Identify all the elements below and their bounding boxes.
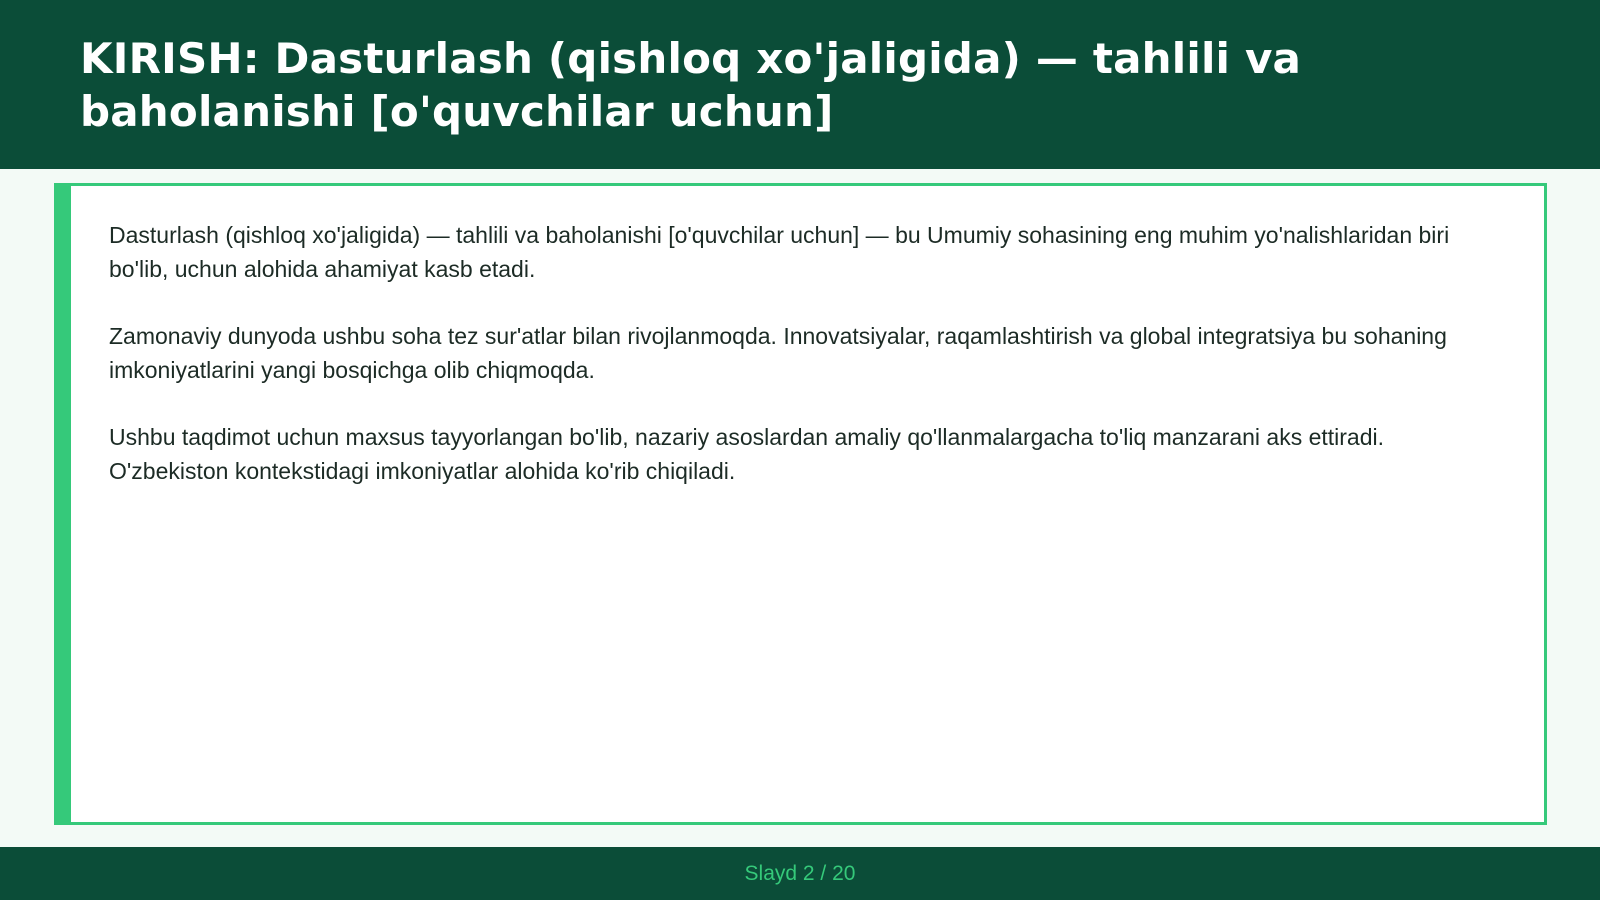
- paragraph-intro: Dasturlash (qishloq xo'jaligida) — tahlili va baholanishi [o'quvchilar uchun] — bu Umumiy sohasining eng muhim yo'nalishlaridan biri bo'lib, uchun alohida ahamiyat kasb etadi.: [109, 222, 1450, 282]
- slide-header: [0, 0, 1600, 169]
- slide-footer: [0, 847, 1600, 900]
- slide-counter: Slayd 2 / 20: [744, 861, 856, 885]
- paragraph-presentation: Ushbu taqdimot uchun maxsus tayyorlangan bo'lib, nazariy asoslardan amaliy qo'llanmalargacha to'liq manzarani aks ettiradi. O'zbekiston kontekstidagi imkoniyatlar alohida ko'rib chiqiladi.: [109, 424, 1385, 484]
- paragraph-modern-world: Zamonaviy dunyoda ushbu soha tez sur'atlar bilan rivojlanmoqda. Innovatsiyalar, raqamlashtirish va global integratsiya bu sohaning imkoniyatlarini yangi bosqichga olib chiqmoqda.: [109, 323, 1447, 383]
- slide-title: KIRISH: Dasturlash (qishloq xo'jaligida) — tahlili va baholanishi [o'quvchilar uchun]: [80, 34, 1302, 136]
- content-card: [54, 183, 1547, 825]
